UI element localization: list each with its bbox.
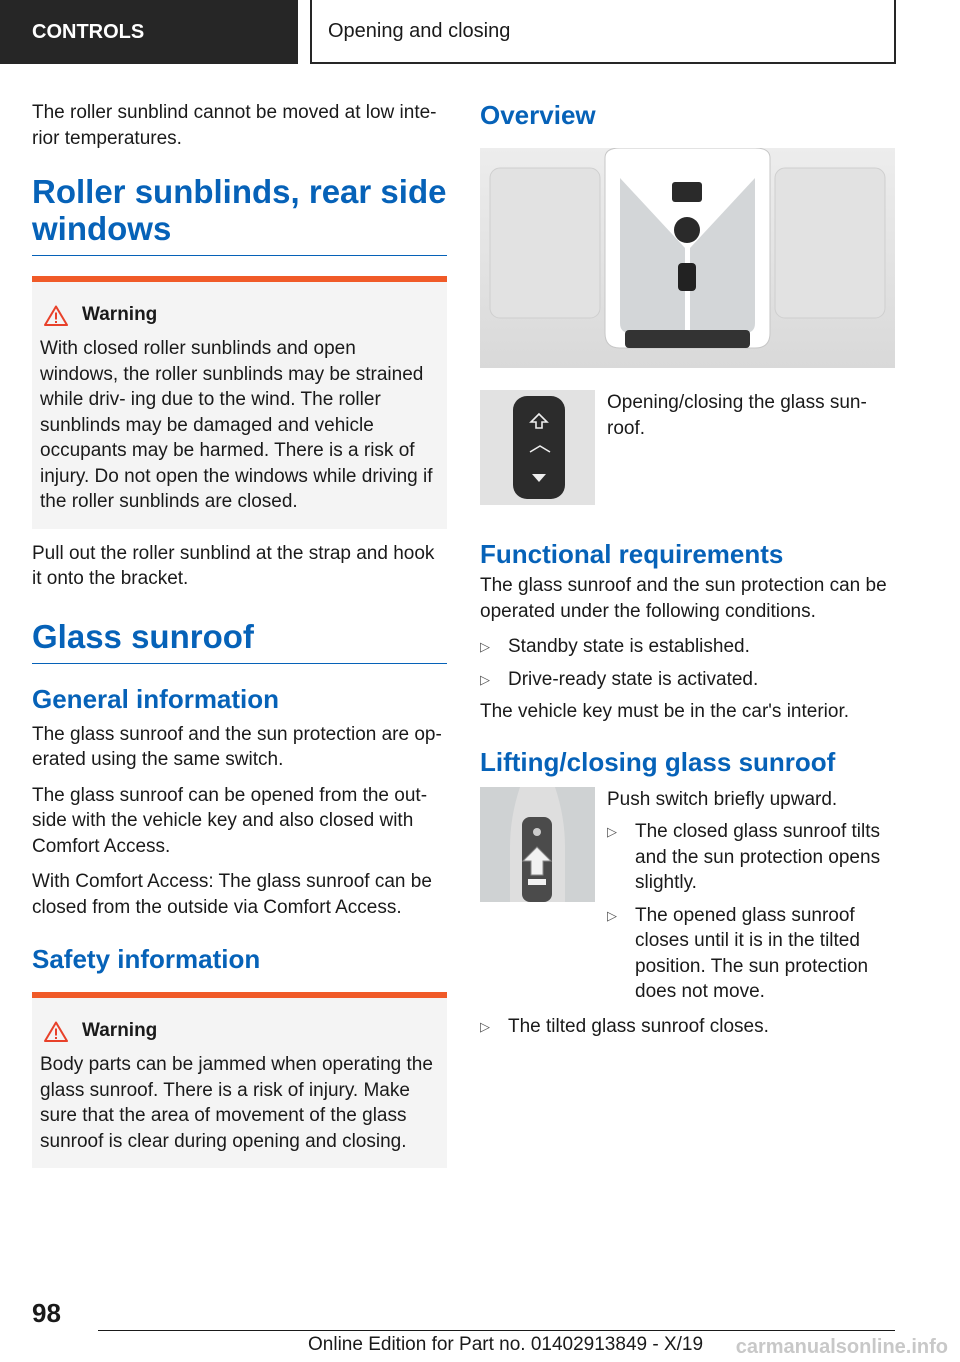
switch-push-illustration bbox=[480, 787, 595, 902]
triangle-bullet-icon: ▷ bbox=[480, 671, 490, 687]
page-number: 98 bbox=[32, 1298, 61, 1328]
general-text-2: The glass sunroof can be opened from the out‐ side with the vehicle key and also closed with Comfort Access. bbox=[32, 784, 428, 857]
intro-text: The roller sunblind cannot be moved at low inte‐ rior temperatures. bbox=[32, 102, 437, 149]
triangle-bullet-icon: ▷ bbox=[480, 639, 490, 654]
key-text: The vehicle key must be in the car's interior. bbox=[480, 701, 850, 722]
list-item: ▷ The opened glass sunroof closes until it is in the tilted position. The sun protection does not move. bbox=[607, 903, 895, 1005]
right-column bbox=[480, 100, 895, 1046]
footer-edition: Online Edition for Part no. 01402913849 - X/19 bbox=[308, 1334, 704, 1355]
warning-text: Body parts can be jammed when operating the glass sunroof. There is a risk of injury. Make sure that the area of movement of the glass sunroof is clear during opening and closing. bbox=[40, 1054, 433, 1152]
lifting-row bbox=[480, 787, 895, 1012]
switch-image bbox=[480, 390, 595, 505]
triangle-bullet-icon: ▷ bbox=[607, 907, 617, 923]
triangle-bullet-icon: ▷ bbox=[480, 1018, 490, 1034]
push-text: Push switch briefly upward. bbox=[607, 788, 838, 810]
sunroof-switch-illustration bbox=[480, 390, 595, 505]
heading-roller-sunblinds: Roller sunblinds, rear side windows bbox=[32, 173, 447, 256]
heading-functional-requirements: Functional requirements bbox=[480, 539, 784, 569]
general-text-1: The glass sunroof and the sun protection are op‐ erated using the same switch. bbox=[32, 723, 442, 770]
section-title: CONTROLS bbox=[32, 20, 145, 43]
warning-box-sunroof bbox=[32, 992, 447, 1168]
overview-image bbox=[480, 148, 895, 368]
list-item: ▷ Standby state is established. bbox=[480, 634, 895, 660]
heading-lifting-closing: Lifting/closing glass sunroof bbox=[480, 746, 836, 777]
list-item: ▷ The closed glass sunroof tilts and the sun protection opens slightly. bbox=[607, 819, 895, 896]
list-item: ▷ The tilted glass sunroof closes. bbox=[480, 1014, 895, 1040]
general-text-3: With Comfort Access: The glass sunroof can be closed from the outside via Comfort Access. bbox=[32, 871, 432, 918]
warning-triangle-icon bbox=[44, 1021, 68, 1042]
headliner-illustration bbox=[480, 148, 895, 368]
warning-title: Warning bbox=[40, 1020, 439, 1042]
list-item: ▷ Drive-ready state is activated. bbox=[480, 667, 895, 693]
lifting-image bbox=[480, 787, 595, 902]
chapter-tab bbox=[310, 0, 896, 64]
pull-text: Pull out the roller sunblind at the strap and hook it onto the bracket. bbox=[32, 542, 435, 589]
warning-box-roller bbox=[32, 276, 447, 529]
section-tab bbox=[0, 0, 298, 64]
left-column bbox=[32, 100, 447, 1180]
switch-row bbox=[480, 390, 895, 505]
switch-caption: Opening/closing the glass sun‐ roof. bbox=[607, 392, 867, 439]
lifting-content bbox=[607, 787, 895, 1012]
chapter-title: Opening and closing bbox=[328, 19, 511, 42]
heading-overview: Overview bbox=[480, 100, 596, 130]
triangle-bullet-icon: ▷ bbox=[607, 824, 617, 839]
functional-text: The glass sunroof and the sun protection can be operated under the following conditions. bbox=[480, 575, 887, 622]
warning-text: With closed roller sunblinds and open windows, the roller sunblinds may be strained while driv‐ ing due to the wind. The roller sunblinds may be damaged and vehicle occupants may be harmed. There is a risk of injury. Do not open the windows while driving if the roller sunblinds are closed. bbox=[40, 338, 433, 512]
warning-triangle-icon bbox=[44, 305, 68, 326]
heading-safety-information: Safety information bbox=[32, 944, 261, 974]
warning-title: Warning bbox=[40, 304, 439, 326]
heading-general-information: General information bbox=[32, 683, 280, 714]
heading-glass-sunroof: Glass sunroof bbox=[32, 618, 447, 664]
footer-divider bbox=[98, 1330, 895, 1331]
watermark: carmanualsonline.info bbox=[735, 1336, 948, 1358]
